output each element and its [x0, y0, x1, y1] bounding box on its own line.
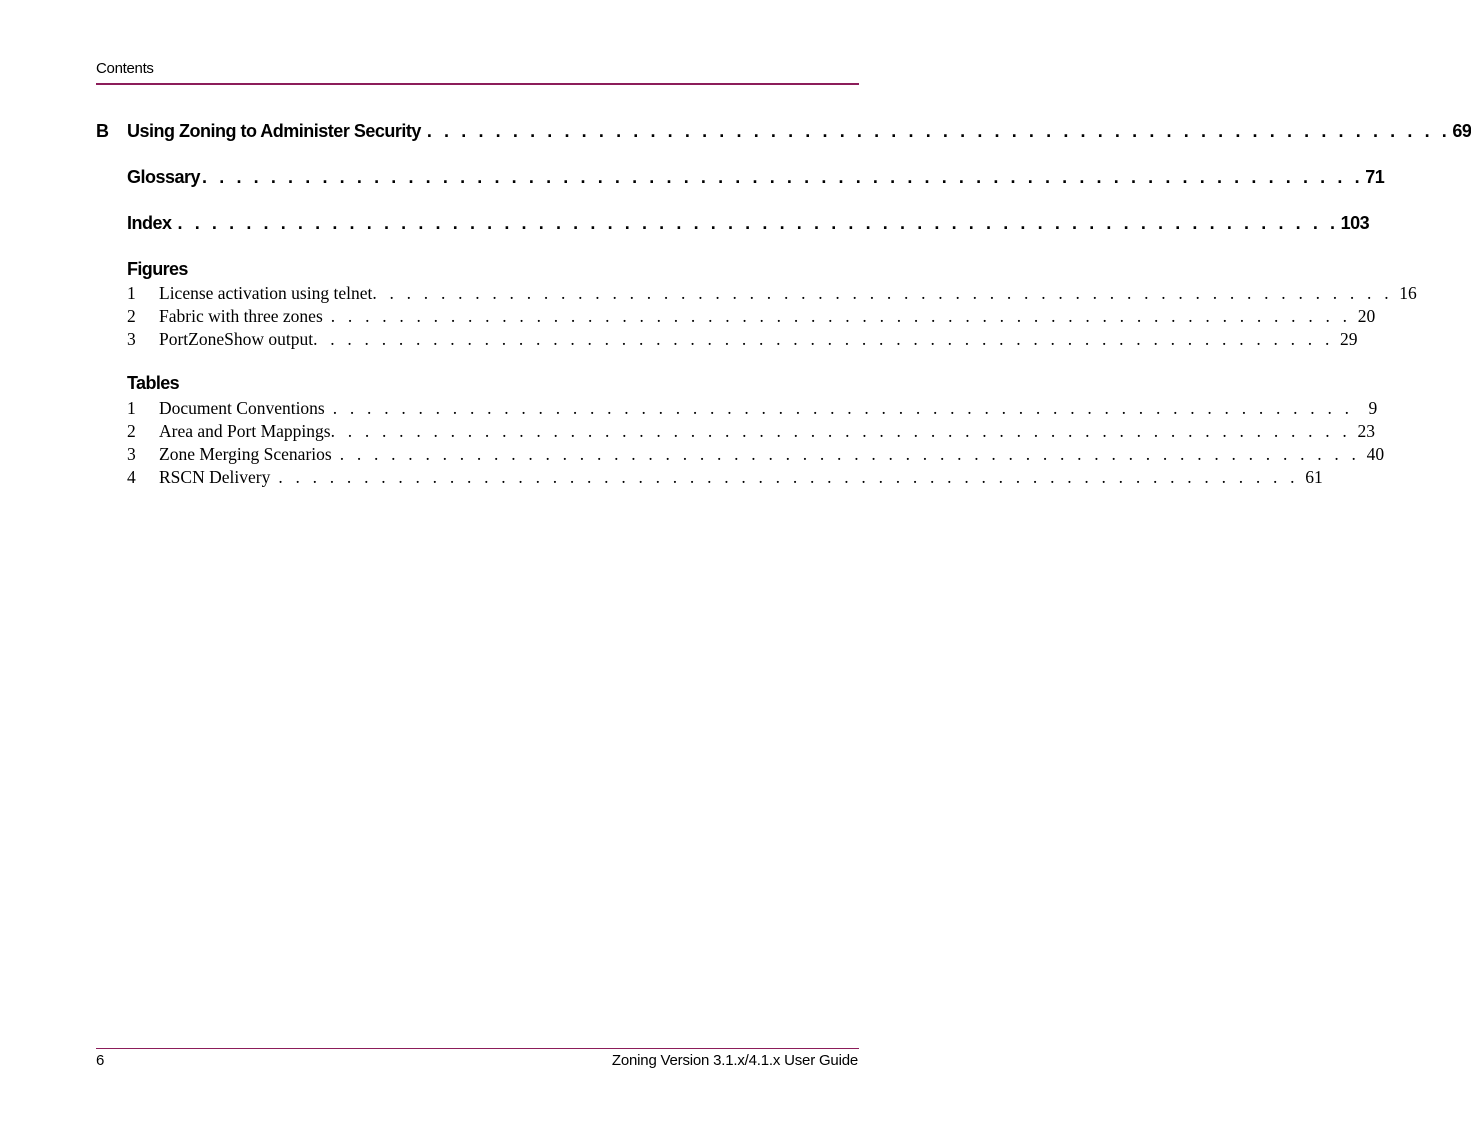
appendix-letter: B: [96, 121, 109, 141]
table-title: Area and Port Mappings: [159, 421, 331, 441]
toc-entry-page: 69: [1452, 121, 1471, 141]
dot-leader: . . . . . . . . . . . . . . . . . . . . . . . . . . . . . . . . . . . . . . . . . . . . . . . . . . . . . . . . . . . .: [278, 467, 1299, 487]
figure-number: 1: [127, 283, 136, 303]
table-entry[interactable]: [127, 467, 1323, 488]
footer-document-title: Zoning Version 3.1.x/4.1.x User Guide: [611, 1052, 858, 1069]
tables-heading: Tables: [127, 373, 180, 393]
figure-entry[interactable]: [127, 329, 1358, 350]
toc-entry-title: Using Zoning to Administer Security: [127, 121, 421, 141]
table-entry[interactable]: [127, 444, 1385, 465]
dot-leader: . . . . . . . . . . . . . . . . . . . . . . . . . . . . . . . . . . . . . . . . . . . . . . . . . . . . . . . . . . . .: [330, 306, 1352, 326]
dot-leader: . . . . . . . . . . . . . . . . . . . . . . . . . . . . . . . . . . . . . . . . . . . . . . . . . . . . . . . . . . . . . . . . . . . .: [177, 213, 1339, 233]
dot-leader: . . . . . . . . . . . . . . . . . . . . . . . . . . . . . . . . . . . . . . . . . . . . . . . . . . . . . . . . . . . .: [339, 444, 1361, 464]
toc-entry-title: Glossary: [127, 167, 201, 187]
figure-number: 3: [127, 329, 136, 349]
dot-leader: . . . . . . . . . . . . . . . . . . . . . . . . . . . . . . . . . . . . . . . . . . . . . . . . . . . . . . . . . . . .: [372, 283, 1393, 303]
toc-entry-title: Index: [127, 213, 172, 233]
table-number: 3: [127, 444, 136, 464]
toc-entry-page: 71: [1365, 167, 1385, 187]
footer-divider: [96, 1048, 859, 1049]
toc-entry-glossary[interactable]: [96, 167, 1385, 188]
figure-entry[interactable]: [127, 306, 1376, 327]
figure-page: 29: [1340, 329, 1358, 349]
running-header: Contents: [96, 60, 154, 77]
toc-entry-page: 103: [1340, 213, 1370, 233]
table-number: 1: [127, 398, 136, 418]
toc-entry-index[interactable]: [96, 213, 1370, 234]
table-number: 4: [127, 467, 136, 487]
table-title: Zone Merging Scenarios: [159, 444, 332, 464]
table-page: 61: [1305, 467, 1323, 487]
figure-title: Fabric with three zones: [159, 306, 323, 326]
header-divider: [96, 83, 859, 85]
figure-number: 2: [127, 306, 136, 326]
table-entry[interactable]: [127, 398, 1378, 419]
dot-leader: . . . . . . . . . . . . . . . . . . . . . . . . . . . . . . . . . . . . . . . . . . . . . . . . . . . . . . . . . . . .: [313, 329, 1334, 349]
table-number: 2: [127, 421, 136, 441]
figure-page: 20: [1357, 306, 1376, 326]
dot-leader: . . . . . . . . . . . . . . . . . . . . . . . . . . . . . . . . . . . . . . . . . . . . . . . . . . . . . . . . . . . .: [332, 398, 1354, 418]
figure-title: PortZoneShow output: [159, 329, 314, 349]
dot-leader: . . . . . . . . . . . . . . . . . . . . . . . . . . . . . . . . . . . . . . . . . . . . . . . . . . . . . . . . . . . . . . . . . . . .: [202, 167, 1364, 187]
figure-title: License activation using telnet: [159, 283, 373, 303]
figures-heading: Figures: [127, 259, 188, 279]
table-entry[interactable]: [127, 421, 1376, 442]
figure-page: 16: [1399, 283, 1417, 303]
dot-leader: . . . . . . . . . . . . . . . . . . . . . . . . . . . . . . . . . . . . . . . . . . . . . . . . . . . . . . . . . . . .: [426, 121, 1451, 141]
toc-entry-appendix-b[interactable]: [96, 121, 1471, 142]
table-title: Document Conventions: [159, 398, 325, 418]
table-page: 23: [1357, 421, 1376, 441]
figure-entry[interactable]: [127, 283, 1417, 304]
table-title: RSCN Delivery: [159, 467, 271, 487]
table-page: 40: [1366, 444, 1385, 464]
table-page: 9: [1368, 398, 1378, 418]
footer-page-number: 6: [96, 1052, 105, 1069]
dot-leader: . . . . . . . . . . . . . . . . . . . . . . . . . . . . . . . . . . . . . . . . . . . . . . . . . . . . . . . . . . . .: [330, 421, 1352, 441]
